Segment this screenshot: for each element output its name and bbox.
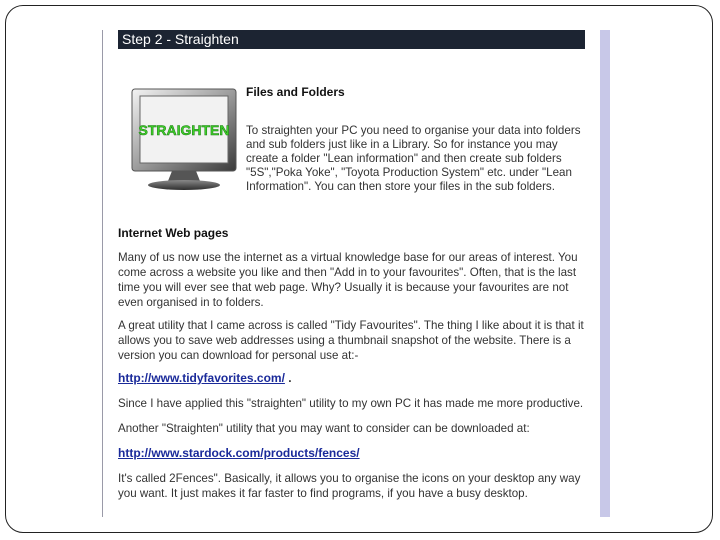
internet-paragraph-4: Another "Straighten" utility that you may want to consider can be downloaded at:	[118, 422, 530, 435]
internet-paragraph-3: Since I have applied this "straighten" utility to my own PC it has made me more productive.	[118, 397, 584, 410]
internet-paragraph-1: Many of us now use the internet as a virtual knowledge base for our areas of interest. You come across a website you like and then "Add in to your favourites". Often, that is the last time you will ever see that web page. Why? Usually it is because your favourites are not even organised in to folders.	[118, 251, 578, 309]
internet-paragraph-2: A great utility that I came across is called "Tidy Favourites". The thing I like about it is that it allows you to save web addresses using a thumbnail snapshot of the website. There is a version you can download for personal use at:-	[118, 319, 584, 362]
fences-link-line	[118, 446, 360, 460]
monitor-illustration	[130, 87, 238, 192]
tidyfavorites-link[interactable]: http://www.tidyfavorites.com/	[118, 371, 285, 385]
page-left-border	[102, 30, 103, 517]
internet-paragraph-5: It's called 2Fences". Basically, it allows you to organise the icons on your desktop any way you want. It just makes it far faster to find programs, if you have a busy desktop.	[118, 472, 581, 500]
files-heading: Files and Folders	[246, 85, 345, 99]
page-right-border	[600, 30, 610, 517]
screen-text: STRAIGHTEN	[138, 122, 230, 138]
fences-link[interactable]: http://www.stardock.com/products/fences/	[118, 446, 360, 460]
internet-heading: Internet Web pages	[118, 226, 229, 240]
step-header: Step 2 - Straighten	[118, 30, 585, 49]
link-suffix: .	[284, 371, 292, 385]
tidyfavorites-link-line	[118, 371, 292, 385]
files-paragraph: To straighten your PC you need to organise your data into folders and sub folders just like in a Library. So for instance you may create a folder "Lean information" and then create sub folders "5S","Poka Yoke", "Toyota Production System" etc. under "Lean Information". You can then store your files in the sub folders.	[246, 124, 581, 193]
